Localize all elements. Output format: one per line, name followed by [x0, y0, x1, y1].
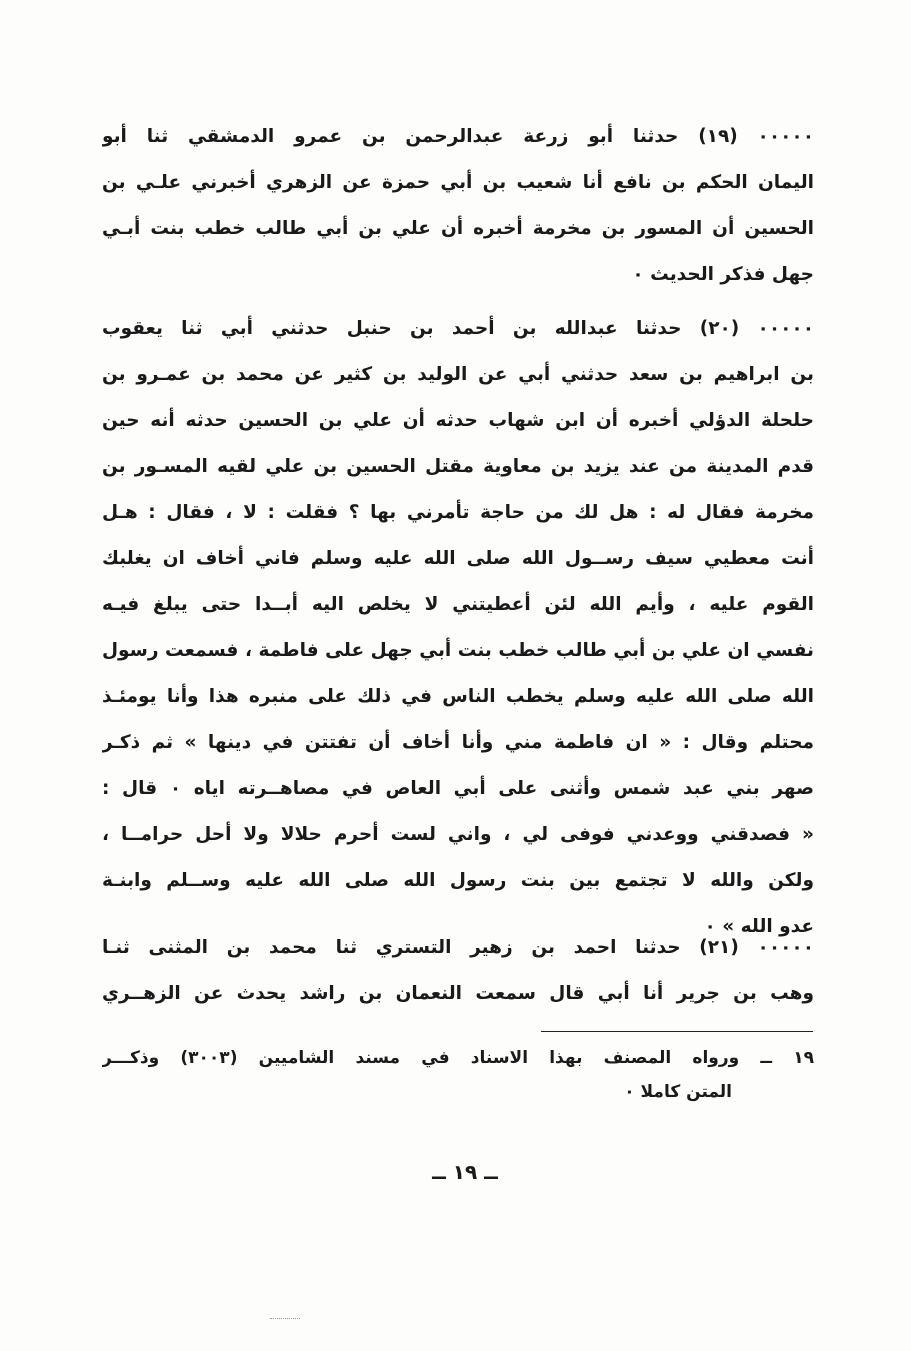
footnote — [102, 1041, 814, 1109]
scan-speck — [270, 1318, 300, 1321]
text-line: « فصدقني ووعدني فوفى لي ، واني لست أحرم حلالا ولا أحل حرامــا ، — [102, 824, 814, 845]
text-line: بن ابراهيم بن سعد حدثني أبي عن الوليد بن كثير عن محمد بن عمـرو بن — [102, 364, 814, 385]
page-number: ــ ١٩ ــ — [432, 1160, 498, 1184]
hadith-paragraph-19 — [102, 114, 814, 298]
text-line: جهل فذكر الحديث ٠ — [632, 264, 814, 285]
text-line: ٠٠٠٠٠ (٢١) حدثنا احمد بن زهير التستري ثنا محمد بن المثنى ثنـا — [102, 937, 814, 958]
footnote-line: ١٩ ــ ورواه المصنف بهذا الاسناد في مسند الشاميين (٣٠٠٣) وذكـــر — [102, 1048, 814, 1068]
text-line: محتلم وقال : « ان فاطمة مني وأنا أخاف أن تفتتن في دينها » ثم ذكـر — [102, 732, 814, 753]
text-line: وهب بن جرير أنا أبي قال سمعت النعمان بن راشد يحدث عن الزهــري — [102, 983, 814, 1004]
footnote-line: المتن كاملا ٠ — [624, 1082, 732, 1102]
text-line: ولكن والله لا تجتمع بين بنت رسول الله صلى الله عليه وســلم وابنـة — [102, 870, 814, 891]
text-line: القوم عليه ، وأيم الله لئن أعطيتني لا يخلص اليه أبــدا حتى يبلغ فيـه — [102, 594, 814, 615]
text-line: قدم المدينة من عند يزيد بن معاوية مقتل الحسين بن علي لقيه المسـور بن — [102, 456, 814, 477]
text-line: اليمان الحكم بن نافع أنا شعيب بن أبي حمزة عن الزهري أخبرني علـي بن — [102, 172, 814, 193]
text-line: ٠٠٠٠٠ (١٩) حدثنا أبو زرعة عبدالرحمن بن عمرو الدمشقي ثنا أبو — [102, 126, 814, 147]
text-line: ٠٠٠٠٠ (٢٠) حدثنا عبدالله بن أحمد بن حنبل حدثني أبي ثنا يعقوب — [102, 318, 814, 339]
text-line: الله صلى الله عليه وسلم يخطب الناس في ذلك على منبره هذا وأنا يومئـذ — [102, 686, 814, 707]
hadith-paragraph-21 — [102, 925, 814, 1017]
text-line: صهر بني عبد شمس وأثنى على أبي العاص في مصاهــرته اياه ٠ قال : — [102, 778, 814, 799]
text-line: الحسين أن المسور بن مخرمة أخبره أن علي بن أبي طالب خطب بنت أبـي — [102, 218, 814, 239]
text-line: حلحلة الدؤلي أخبره أن ابن شهاب حدثه أن علي بن الحسين حدثه أنه حين — [102, 410, 814, 431]
text-line: عدو الله » ٠ — [704, 916, 814, 937]
text-line: أنت معطيي سيف رســول الله صلى الله عليه وسلم فاني أخاف ان يغلبك — [102, 548, 814, 569]
hadith-paragraph-20 — [102, 306, 814, 950]
footnote-divider — [541, 1031, 813, 1032]
text-line: مخرمة فقال له : هل لك من حاجة تأمرني بها ؟ فقلت : لا ، فقال : هـل — [102, 502, 814, 523]
text-line: نفسي ان علي بن أبي طالب خطب بنت أبي جهل على فاطمة ، فسمعت رسول — [102, 640, 814, 661]
